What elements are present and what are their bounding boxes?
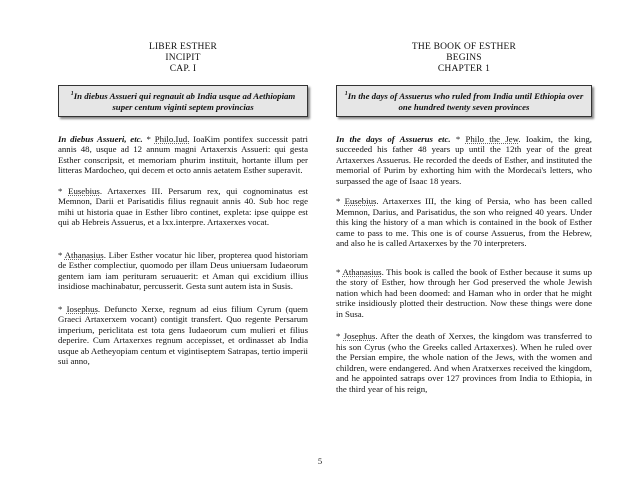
latin-lead-phrase: In diebus Assueri, etc. (58, 133, 143, 144)
latin-verse-text: In diebus Assueri qui regnauit ab India usque ad Aethiopiam super centum viginti septem provincias (73, 90, 296, 112)
english-commentary-josephus (336, 331, 592, 394)
latin-commentary-eusebius (58, 186, 308, 228)
latin-incipit: INCIPIT (165, 53, 201, 63)
author-reference-eusebius: Eusebius (68, 185, 100, 196)
english-commentary-athanasius (336, 267, 592, 320)
latin-commentary-iosephus (58, 304, 308, 367)
latin-header (58, 42, 308, 75)
english-commentary-eusebius (336, 196, 592, 249)
latin-book-title: LIBER ESTHER (148, 42, 218, 52)
author-reference-iosephus: Iosephus (66, 303, 98, 314)
author-reference-philo: Philo the Jew (465, 133, 519, 144)
author-reference-eusebius: Eusebius (344, 196, 377, 207)
english-book-title: THE BOOK OF ESTHER (411, 42, 517, 52)
english-verse-box (336, 85, 592, 117)
footnote-marker: * (58, 303, 67, 314)
latin-chapter: CAP. I (169, 64, 197, 74)
commentary-text: . After the death of Xerxes, the kingdom was transferred to his son Cyrus (who the Greeks called Artaxerxes). When he ruled over the Persian empire, the whole nation of the Jews, with the women and children, were endangered. And when Aratxerxes received the kingdom, and he appointed satraps over 127 provinces from India to Ethiopia, in the third year of his reign, (336, 331, 592, 394)
english-header (336, 42, 592, 75)
english-commentary-philo (336, 134, 592, 187)
latin-verse-number: 1 (70, 91, 74, 97)
author-reference-josephus: Josephus (343, 331, 376, 342)
english-column (336, 42, 592, 394)
english-lead-phrase: In the days of Assuerus etc. (336, 133, 451, 144)
commentary-text: IoaKim pontifex successit patri annis 48, usque ad 12 annum magni Artaxerxis Assueri: qui gesta Esther conscripsit, et memoriam phurim instituit, hortante illum per litteras Mardocheo, qui decem et octo annis aetatem Esther superavit. (58, 133, 308, 176)
page-number: 5 (317, 456, 323, 466)
english-verse-text: In the days of Assuerus who ruled from India until Ethiopia over one hundred twenty seven provinces (347, 90, 584, 112)
english-chapter: CHAPTER 1 (437, 64, 491, 74)
footnote-marker: * (450, 133, 466, 144)
latin-verse-box (58, 85, 308, 117)
latin-commentary-athanasius (58, 250, 308, 292)
latin-column (58, 42, 308, 367)
english-begins: BEGINS (446, 53, 482, 63)
author-reference-philo: Philo.Iud. (154, 133, 190, 144)
commentary-text: . Defuncto Xerxe, regnum ad eius filium Cyrum (quem Graeci Artaxerxem vocant) contigit transfert. Quo regente Persarum imperium, periclitata est tota gens Iudaeorum cum mulieri et filius deperire. Cum Artaxerxes regnum accepisset, et ordinasset ab India usque ab Aetheyopiam centum et vigintiseptem Satrapas, tertio imperii sui anno, (58, 303, 308, 367)
footnote-marker: * (58, 185, 69, 196)
author-reference-athanasius: Athanasius (64, 249, 104, 260)
commentary-text: . This book is called the book of Esther because it sums up the story of Esther, how through her God preserved the whole Jewish nation which had been doomed: and Haman who in order that he might strike insidiously plotted their destruction. Now these things were done in Susa. (336, 266, 592, 319)
footnote-marker: * (336, 331, 344, 342)
footnote-marker: * (336, 266, 343, 277)
author-reference-athanasius: Athanasius (342, 266, 382, 277)
footnote-marker: * (336, 196, 345, 207)
latin-commentary-philo (58, 134, 308, 176)
commentary-text: . Liber Esther vocatur hic liber, propterea quod historiam de Esther complectiur, quomodo per illam Deus uniuersam Iudaeorum gentem iam iam perituram seruauerit: et Aman qui excidium illius insidiose machinabatur, percusserit. Gesta sunt autem ista in Susis. (58, 249, 308, 292)
footnote-marker: * (142, 133, 155, 144)
english-verse-number: 1 (344, 91, 348, 97)
commentary-text: . Artaxerxes III, the king of Persia, who has been called Memnon, Darius, and Parisatidus, the son who reigned 40 years. Under this king the history of a man which is contained in the book of Esther came to pass to me. This one is of course Assuerus, from the Hebrew, and also he is called Artaxerxes by the 70 interpreters. (336, 196, 592, 249)
commentary-text: . Artaxerxes III. Persarum rex, qui cognominatus est Memnon, Darii et Parisatidis filius regnauit annis 40. Sub hoc rege mihi ut historia quae in Esther libro continet, expleta: ipse quippe est qui ab Hebreis Assuerus, et a lxx.interpre. Artaxerxes vocat. (58, 185, 308, 228)
commentary-text: . Ioakim, the king, succeeded his father 48 years up until the 12th year of the great Artaxerxes Assuerus. He recorded the deeds of Esther, and instituted the memorial of Purim by exhorting him with the Mordecai's letters, who surpassed the age of Isaac 18 years. (336, 133, 592, 186)
footnote-marker: * (58, 249, 65, 260)
